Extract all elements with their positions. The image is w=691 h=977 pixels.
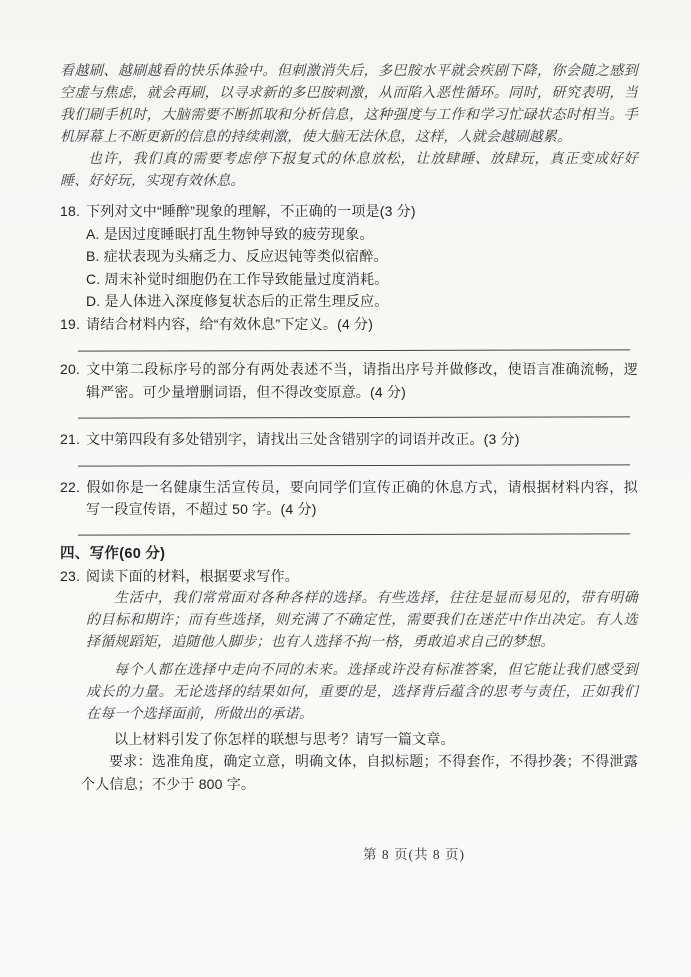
- question-20-stem: 文中第二段标序号的部分有两处表述不当，请指出序号并做修改，使语言准确流畅，逻辑严密。可少量增删词语，但不得改变原意。(4 分): [86, 361, 638, 400]
- page-number-footer: 第 8 页(共 8 页): [363, 847, 465, 862]
- question-22-number: 22.: [60, 478, 81, 495]
- essay-material-paragraph-2: 每个人都在选择中走向不同的未来。选择或许没有标准答案，但它能让我们感受到成长的力量。无论选择的结果如何，重要的是，选择背后蕴含的思考与责任，正如我们在每一个选择面前，所做出的承诺。: [86, 662, 638, 722]
- essay-prompt: 以上材料引发了你怎样的联想与思考？请写一篇文章。: [114, 730, 455, 747]
- question-20: [60, 358, 638, 403]
- essay-material-paragraph-1: 生活中，我们常常面对各种各样的选择。有些选择，往往是显而易见的，带有明确的目标和期许；而有些选择，则充满了不确定性，需要我们在迷茫中作出决定。有人选择循规蹈矩，追随他人脚步；也有人选择不拘一格，勇敢追求自己的梦想。: [86, 590, 638, 650]
- question-21-number: 21.: [60, 431, 81, 447]
- question-21: [60, 428, 638, 451]
- reading-passage: [60, 61, 638, 193]
- question-18-option-b: B. 症状表现为头痛乏力、反应迟钝等类似宿醉。: [86, 248, 388, 264]
- answer-separator-line-2: [78, 416, 630, 418]
- question-18: [60, 200, 638, 223]
- question-23-stem: 阅读下面的材料，根据要求写作。: [86, 568, 299, 584]
- question-18-option-d: D. 是人体进入深度修复状态后的正常生理反应。: [86, 293, 389, 309]
- passage-paragraph-2: 也许，我们真的需要考虑停下报复式的休息放松，让放肆睡、放肆玩，真正变成好好睡、好好玩，实现有效休息。: [60, 152, 638, 189]
- question-21-stem: 文中第四段有多处错别字，请找出三处含错别字的词语并改正。(3 分): [86, 431, 520, 447]
- answer-separator-line-3: [78, 464, 630, 466]
- question-18-option-c: C. 周末补觉时细胞仍在工作导致能量过度消耗。: [86, 270, 389, 287]
- answer-separator-line-4: [78, 533, 630, 535]
- question-18-number: 18.: [60, 203, 81, 219]
- question-18-stem: 下列对文中“睡醉”现象的理解，不正确的一项是(3 分): [86, 203, 416, 219]
- question-19-stem: 请结合材料内容，给“有效休息”下定义。(4 分): [86, 315, 374, 332]
- writing-section-heading: 四、写作(60 分): [60, 545, 166, 562]
- essay-requirements: 要求：选准角度，确定立意，明确文体，自拟标题；不得套作，不得抄袭；不得泄露个人信息；不少于 800 字。: [81, 753, 638, 792]
- question-22-stem: 假如你是一名健康生活宣传员，要向同学们宣传正确的休息方式，请根据材料内容，拟写一段宣传语，不超过 50 字。(4 分): [86, 478, 638, 517]
- question-23-number: 23.: [60, 568, 81, 584]
- question-18-option-a: A. 是因过度睡眠打乱生物钟导致的疲劳现象。: [86, 225, 374, 242]
- passage-paragraph-1: 看越刷、越刷越看的快乐体验中。但刺激消失后，多巴胺水平就会疾剧下降，你会随之感到空虚与焦虑，就会再刷，以寻求新的多巴胺刺激，从而陷入恶性循环。同时，研究表明，当我们刷手机时，大脑需要不断抓取和分析信息，这种强度与工作和学习忙碌状态时相当。手机屏幕上不断更新的信息的持续刺激，使大脑无法休息，这样，人就会越刷越累。: [60, 64, 638, 145]
- question-23: [60, 565, 638, 588]
- question-19-number: 19.: [60, 315, 81, 332]
- answer-separator-line-1: [78, 349, 630, 351]
- question-19: [60, 313, 638, 336]
- page-content: [60, 61, 638, 795]
- question-20-number: 20.: [60, 361, 81, 377]
- question-22: [60, 476, 638, 521]
